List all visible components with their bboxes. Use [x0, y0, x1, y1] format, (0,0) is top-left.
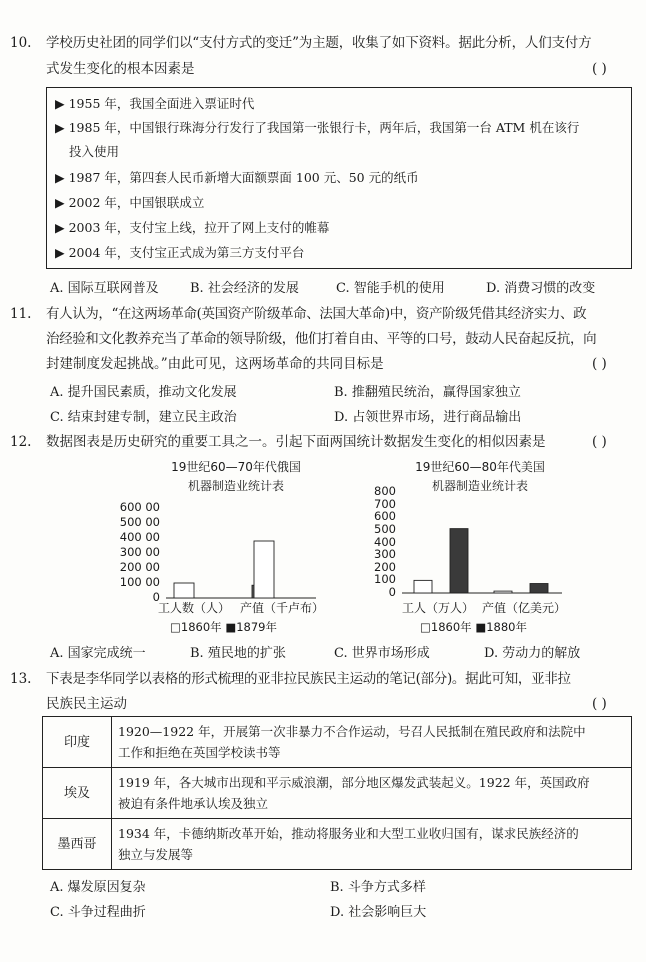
q10-option-c[interactable]: C. 智能手机的使用 — [336, 281, 445, 296]
q12-option-c[interactable]: C. 世界市场形成 — [334, 646, 430, 661]
q13-option-d[interactable]: D. 社会影响巨大 — [330, 905, 427, 920]
y-tick-label: 600 — [374, 509, 396, 524]
y-tick-label: 0 — [388, 585, 396, 599]
y-tick-label: 500 — [374, 521, 396, 536]
q10-item-2-cont: 投入使用 — [69, 144, 120, 159]
q13-number: 13. — [10, 671, 32, 687]
y-tick-label: 300 — [374, 547, 396, 562]
y-tick-label: 300 00 — [119, 545, 160, 559]
q10-item-4: ▶ 2002 年，中国银联成立 — [55, 195, 205, 210]
q13-stem-line1: 下表是李华同学以表格的形式梳理的亚非拉民族民主运动的笔记(部分)。据此可知，亚非拉 — [46, 671, 571, 687]
y-tick-label: 700 — [374, 496, 396, 511]
chart-usa-legend: □1860年 ■1880年 — [420, 620, 527, 634]
q12-option-a[interactable]: A. 国家完成统一 — [50, 646, 146, 661]
q12-option-b[interactable]: B. 殖民地的扩张 — [190, 646, 286, 661]
q13-option-b[interactable]: B. 斗争方式多样 — [330, 880, 426, 895]
country-cell: 墨西哥 — [43, 819, 112, 870]
y-tick-label: 600 00 — [119, 500, 160, 514]
chart-russia-subtitle: 机器制造业统计表 — [187, 479, 284, 493]
q13-option-c[interactable]: C. 斗争过程曲折 — [50, 905, 146, 920]
q11-answer-paren: ( ) — [592, 356, 607, 372]
q11-option-b[interactable]: B. 推翻殖民统治，赢得国家独立 — [334, 385, 521, 400]
y-tick-label: 500 00 — [119, 515, 160, 529]
q13-table — [42, 716, 632, 870]
bar-output-1860年 — [254, 541, 274, 598]
table-row — [43, 819, 632, 870]
y-tick-label: 100 00 — [119, 575, 160, 589]
y-tick-label: 200 00 — [119, 560, 160, 574]
q12-answer-paren: ( ) — [592, 434, 607, 450]
q12-stem-line1: 数据图表是历史研究的重要工具之一。引起下面两国统计数据发生变化的相似因素是 — [46, 434, 546, 450]
chart-usa-subtitle: 机器制造业统计表 — [431, 479, 528, 493]
chart-usa-title: 19世纪60—80年代美国 — [415, 460, 545, 474]
table-row — [43, 768, 632, 819]
q10-item-2: ▶ 1985 年，中国银行珠海分行发行了我国第一张银行卡，两年后，我国第一台 ATM 机在该行 — [55, 120, 580, 135]
q10-option-b[interactable]: B. 社会经济的发展 — [190, 281, 299, 296]
q10-stem-line2: 式发生变化的根本因素是 — [46, 61, 195, 77]
q11-option-d[interactable]: D. 占领世界市场，进行商品输出 — [334, 410, 522, 425]
q11-option-c[interactable]: C. 结束封建专制，建立民主政治 — [50, 410, 237, 425]
q11-number: 11. — [10, 306, 32, 322]
q10-item-5: ▶ 2003 年，支付宝上线，拉开了网上支付的帷幕 — [55, 220, 330, 235]
q10-item-6: ▶ 2004 年，支付宝正式成为第三方支付平台 — [55, 245, 305, 260]
q10-answer-paren: ( ) — [592, 61, 607, 77]
bar-workers-1880年 — [450, 529, 468, 593]
q12-number: 12. — [10, 434, 32, 450]
bar-workers-1860年 — [174, 583, 194, 598]
chart-russia-title: 19世纪60—70年代俄国 — [171, 460, 301, 474]
q11-stem-line1: 有人认为，“在这两场革命(英国资产阶级革命、法国大革命)中，资产阶级凭借其经济实力、政 — [46, 306, 587, 322]
bar-output-1880年 — [530, 584, 548, 593]
bar-output-1860年 — [494, 591, 512, 593]
chart-russia-legend: □1860年 ■1879年 — [170, 620, 277, 634]
q11-stem-line3: 封建制度发起挑战。”由此可见，这两场革命的共同目标是 — [46, 356, 384, 372]
table-row — [43, 717, 632, 768]
q10-option-a[interactable]: A. 国际互联网普及 — [50, 281, 159, 296]
y-tick-label: 400 00 — [119, 530, 160, 544]
chart-russia-plot — [166, 502, 316, 600]
country-cell: 埃及 — [43, 768, 112, 819]
y-tick-label: 800 — [374, 484, 396, 498]
q12-option-d[interactable]: D. 劳动力的解放 — [484, 646, 581, 661]
q10-number: 10. — [10, 35, 32, 51]
q10-item-1: ▶ 1955 年，我国全面进入票证时代 — [55, 96, 255, 111]
y-tick-label: 0 — [152, 590, 160, 604]
q11-stem-line2: 治经验和文化教养充当了革命的领导阶级，他们打着自由、平等的口号，鼓动人民奋起反抗，向 — [46, 331, 597, 347]
chart-usa-xlabel-output: 产值（亿美元） — [482, 601, 567, 615]
q13-answer-paren: ( ) — [592, 696, 607, 712]
event-cell: 1920—1922 年，开展第一次非暴力不合作运动，号召人民抵制在殖民政府和法院中 工作和拒绝在英国学校读书等 — [112, 717, 632, 768]
chart-usa-xlabel-workers: 工人（万人） — [402, 601, 475, 615]
y-tick-label: 200 — [374, 559, 396, 574]
q11-option-a[interactable]: A. 提升国民素质，推动文化发展 — [50, 385, 237, 400]
q10-option-d[interactable]: D. 消费习惯的改变 — [486, 281, 596, 296]
chart-russia-xlabel-workers: 工人数（人） — [158, 601, 231, 615]
event-cell: 1934 年，卡德纳斯改革开始，推动将服务业和大型工业收归国有，谋求民族经济的 独立与发展等 — [112, 819, 632, 870]
q10-item-3: ▶ 1987 年，第四套人民币新增大面额票面 100 元、50 元的纸币 — [55, 170, 419, 185]
q10-materials-box — [46, 87, 632, 269]
q13-option-a[interactable]: A. 爆发原因复杂 — [50, 880, 146, 895]
country-cell: 印度 — [43, 717, 112, 768]
chart-russia-xlabel-output: 产值（千卢布） — [240, 601, 325, 615]
y-tick-label: 400 — [374, 534, 396, 549]
bar-workers-1860年 — [414, 580, 432, 593]
event-cell: 1919 年，各大城市出现和平示威浪潮，部分地区爆发武装起义。1922 年，英国政府 被迫有条件地承认埃及独立 — [112, 768, 632, 819]
chart-usa-plot — [402, 488, 562, 596]
q10-stem-line1: 学校历史社团的同学们以“支付方式的变迁”为主题，收集了如下资料。据此分析，人们支付方 — [46, 35, 592, 51]
q13-stem-line2: 民族民主运动 — [46, 696, 127, 712]
y-tick-label: 100 — [374, 572, 396, 587]
